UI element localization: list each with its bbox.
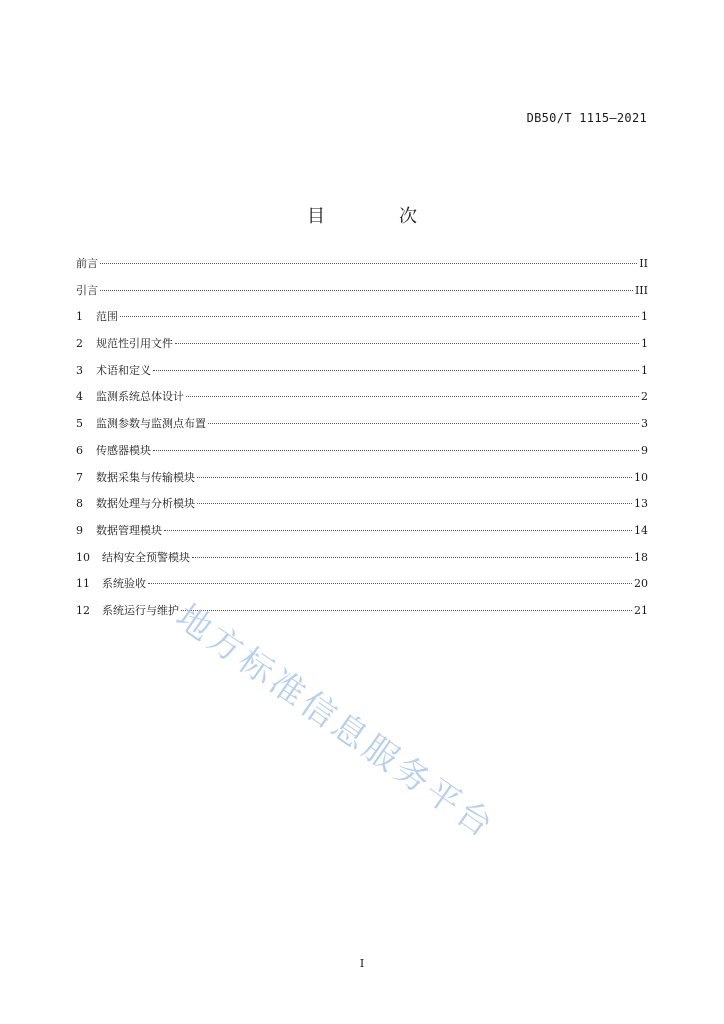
dot-leader bbox=[186, 396, 639, 397]
toc-entry-foreword[interactable] bbox=[76, 255, 648, 282]
toc-entry-number: 12 bbox=[76, 603, 90, 617]
dot-leader bbox=[197, 477, 632, 478]
toc-entry-page: 2 bbox=[641, 390, 648, 404]
toc-entry-system-design[interactable] bbox=[76, 388, 648, 415]
toc-entry-label: 数据管理模块 bbox=[96, 523, 162, 537]
dot-leader bbox=[175, 343, 639, 344]
dot-leader bbox=[197, 503, 632, 504]
toc-entry-page: 18 bbox=[634, 550, 648, 564]
toc-entry-scope[interactable] bbox=[76, 308, 648, 335]
toc-entry-label: 术语和定义 bbox=[96, 363, 151, 377]
toc-entry-data-management[interactable] bbox=[76, 522, 648, 549]
toc-entry-data-acquisition[interactable] bbox=[76, 469, 648, 496]
toc-entry-page: 13 bbox=[634, 497, 648, 511]
toc-entry-number: 3 bbox=[76, 363, 83, 377]
toc-entry-label: 数据采集与传输模块 bbox=[96, 470, 195, 484]
toc-entry-label: 数据处理与分析模块 bbox=[96, 497, 195, 511]
toc-entry-data-processing[interactable] bbox=[76, 495, 648, 522]
dot-leader bbox=[100, 290, 633, 291]
toc-entry-page: 14 bbox=[634, 523, 648, 537]
toc-entry-label: 传感器模块 bbox=[96, 443, 151, 457]
watermark: 地方标准信息服务平台 bbox=[168, 596, 503, 848]
toc-entry-number: 9 bbox=[76, 523, 83, 537]
toc-entry-number: 6 bbox=[76, 443, 83, 457]
toc-entry-monitoring-parameters[interactable] bbox=[76, 415, 648, 442]
toc-entry-terms-definitions[interactable] bbox=[76, 362, 648, 389]
toc-entry-operation-maintenance[interactable] bbox=[76, 602, 648, 629]
toc-entry-label: 引言 bbox=[76, 283, 98, 297]
dot-leader bbox=[208, 423, 639, 424]
toc-entry-label: 监测系统总体设计 bbox=[96, 390, 184, 404]
toc-entry-number: 7 bbox=[76, 470, 83, 484]
dot-leader bbox=[192, 557, 632, 558]
toc-entry-label: 系统运行与维护 bbox=[102, 603, 179, 617]
toc-entry-label: 前言 bbox=[76, 257, 98, 270]
toc-entry-system-acceptance[interactable] bbox=[76, 575, 648, 602]
toc-entry-number: 2 bbox=[76, 337, 83, 351]
toc-entry-introduction[interactable] bbox=[76, 282, 648, 309]
toc-entry-page: 3 bbox=[641, 417, 648, 431]
toc-entry-safety-warning[interactable] bbox=[76, 549, 648, 576]
toc-entry-label: 结构安全预警模块 bbox=[102, 550, 190, 564]
dot-leader bbox=[153, 370, 639, 371]
standard-code: DB50/T 1115—2021 bbox=[526, 111, 647, 125]
toc-entry-page: 20 bbox=[634, 577, 648, 591]
toc-entry-page: 1 bbox=[641, 310, 648, 324]
toc-entry-page: III bbox=[634, 283, 648, 297]
dot-leader bbox=[120, 316, 639, 317]
toc-entry-number: 4 bbox=[76, 390, 83, 404]
toc-entry-page: 1 bbox=[641, 337, 648, 351]
dot-leader bbox=[148, 583, 632, 584]
toc-entry-number: 1 bbox=[76, 310, 83, 324]
toc-entry-page: II bbox=[639, 257, 648, 270]
toc-entry-label: 监测参数与监测点布置 bbox=[96, 417, 206, 431]
page-number: I bbox=[359, 957, 365, 970]
toc-entry-number: 10 bbox=[76, 550, 90, 564]
toc-entry-label: 规范性引用文件 bbox=[96, 337, 173, 351]
toc-entry-page: 10 bbox=[634, 470, 648, 484]
dot-leader bbox=[181, 610, 632, 611]
dot-leader bbox=[153, 450, 639, 451]
toc-entry-page: 21 bbox=[634, 603, 648, 617]
table-of-contents bbox=[76, 255, 648, 629]
dot-leader bbox=[164, 530, 632, 531]
dot-leader bbox=[100, 263, 637, 264]
toc-entry-sensor-module[interactable] bbox=[76, 442, 648, 469]
toc-entry-label: 系统验收 bbox=[102, 577, 146, 591]
toc-entry-page: 1 bbox=[641, 363, 648, 377]
toc-entry-number: 8 bbox=[76, 497, 83, 511]
toc-entry-page: 9 bbox=[641, 443, 648, 457]
toc-entry-normative-references[interactable] bbox=[76, 335, 648, 362]
toc-entry-label: 范围 bbox=[96, 310, 118, 324]
toc-entry-number: 5 bbox=[76, 417, 83, 431]
toc-entry-number: 11 bbox=[76, 577, 90, 591]
toc-title: 目 次 bbox=[307, 206, 445, 227]
